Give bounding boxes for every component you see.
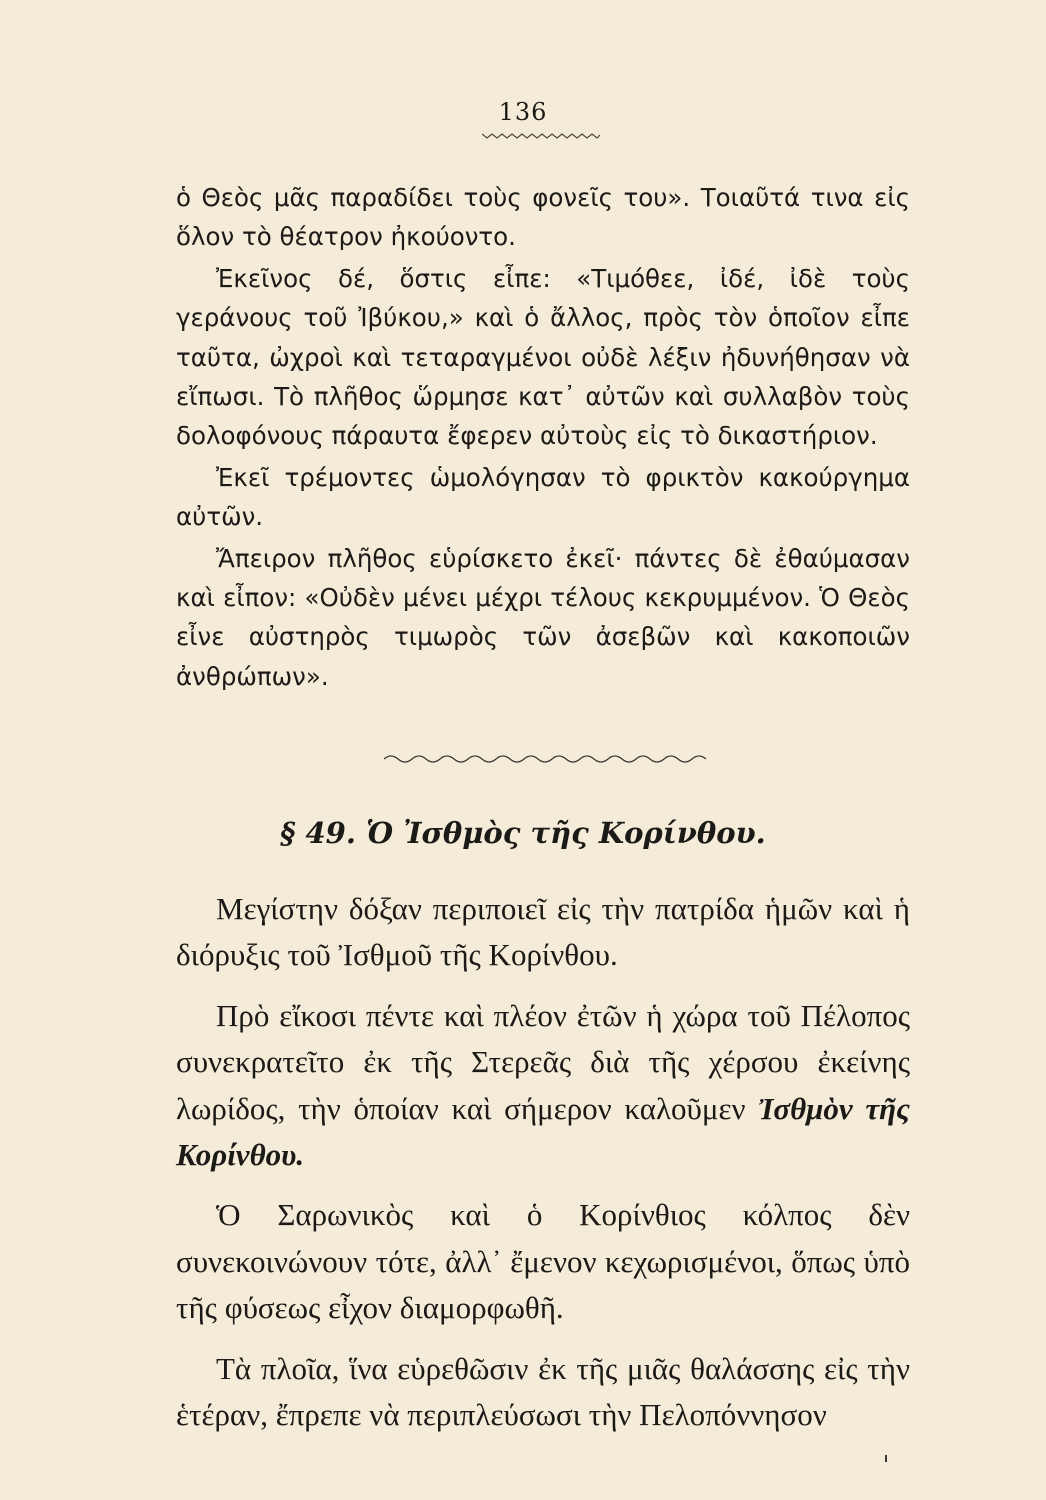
paragraph-murderers-seized: Ἐκεῖνος δέ, ὅστις εἶπε: «Τιμόθεε, ἰδέ, ἰδὲ τοὺς γεράνους τοῦ Ἰβύκου,» καὶ ὁ ἄλλος, πρὸς τὸν ὁποῖον εἶπε ταῦτα, ὠχροὶ καὶ τεταραγμένοι οὐδὲ λέξιν ἠδυνήθησαν νὰ εἴπωσι. Τὸ πλῆθος ὥρμησε κατ᾽ αὐτῶν καὶ συλλαβὸν τοὺς δολοφόνους πάραυτα ἔφερεν αὐτοὺς εἰς τὸ δικαστήριον. <box>176 263 910 451</box>
section-heading: § 49. Ὁ Ἰσθμὸς τῆς Κορίνθου. <box>280 816 766 850</box>
paragraph-ships-sailing: Τὰ πλοῖα, ἵνα εὑρεθῶσιν ἐκ τῆς μιᾶς θαλάσσης εἰς τὴν ἑτέραν, ἔπρεπε νὰ περιπλεύσωσι τὴν Πελοπόννησον <box>176 1350 910 1433</box>
page-number: 136 <box>498 98 548 126</box>
paragraph-canal-glory: Μεγίστην δόξαν περιποιεῖ εἰς τὴν πατρίδα ἡμῶν καὶ ἡ διόρυξις τοῦ Ἰσθμοῦ τῆς Κορίνθου. <box>176 891 910 973</box>
land-strip-text: Πρὸ εἴκοσι πέντε καὶ πλέον ἐτῶν ἡ χώρα τοῦ Πέλοπος συνεκρατεῖτο ἐκ τῆς Στερεᾶς διὰ τῆς χέρσου ἐκείνης λωρίδος, τὴν ὁποίαν καὶ σήμερον καλοῦμεν <box>176 997 910 1126</box>
paragraph-land-strip <box>176 993 910 1179</box>
paragraph-theatre-voices: ὁ Θεὸς μᾶς παραδίδει τοὺς φονεῖς του». Τοιαῦτά τινα εἰς ὅλον τὸ θέατρον ἠκούοντο. <box>176 183 910 252</box>
paragraph-crowd-marvel: Ἄπειρον πλῆθος εὑρίσκετο ἐκεῖ· πάντες δὲ ἐθαύμασαν καὶ εἶπον: «Οὐδὲν μένει μέχρι τέλους κεκρυμμένον. Ὁ Θεὸς εἶνε αὐστηρὸς τιμωρὸς τῶν ἀσεβῶν καὶ κακοποιῶν ἀνθρώπων». <box>176 543 910 691</box>
ink-speck <box>885 1455 887 1462</box>
story-ending-text <box>176 178 910 698</box>
wavy-divider <box>384 752 708 766</box>
paragraph-gulfs-separated: Ὁ Σαρωνικὸς καὶ ὁ Κορίνθιος κόλπος δὲν συνεκοινώνουν τότε, ἀλλ᾽ ἔμενον κεχωρισμένοι, ὅπως ὑπὸ τῆς φύσεως εἶχον διαμορφωθῆ. <box>176 1197 910 1326</box>
paragraph-confession: Ἐκεῖ τρέμοντες ὡμολόγησαν τὸ φρικτὸν κακούργημα αὐτῶν. <box>176 462 910 532</box>
isthmus-emphasis: Ἰσθμὸν τῆς Κορίνθου. <box>176 1090 910 1173</box>
page-number-ornament <box>482 132 600 140</box>
isthmus-section-text <box>176 886 910 1452</box>
